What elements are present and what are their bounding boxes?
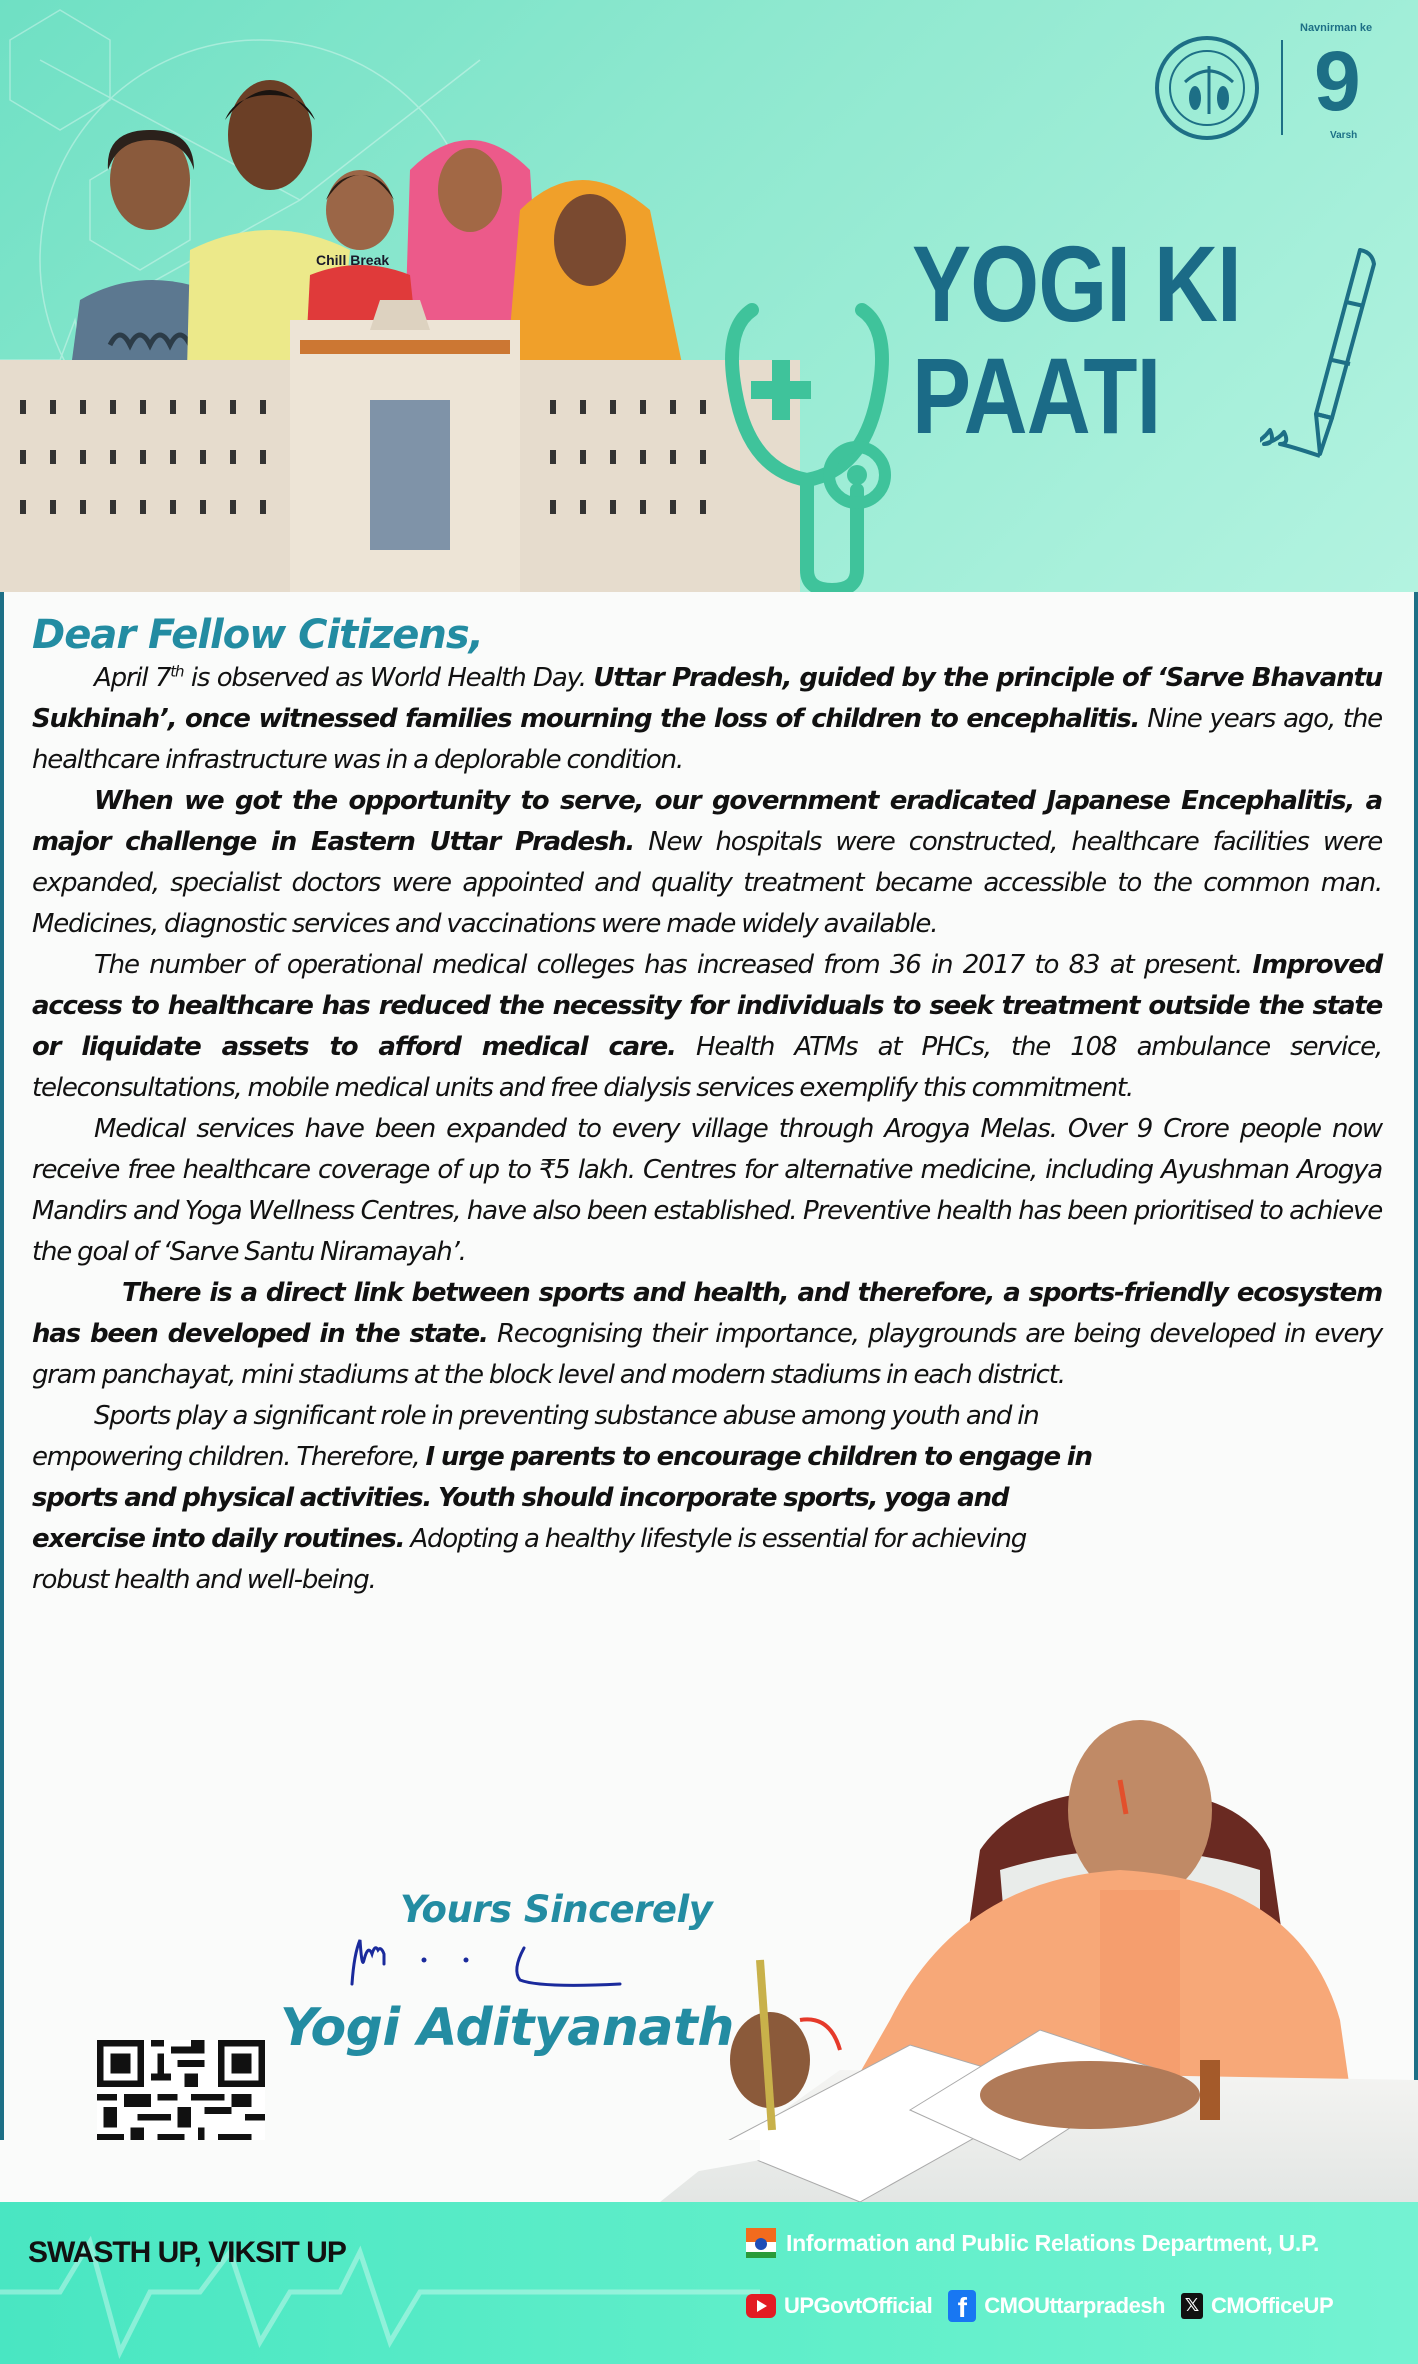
text-segment: Recognising their importance, playgrounds are being developed in every gram panchayat, mini stadiums at the block level and modern stadiums in each district. bbox=[32, 1319, 1383, 1390]
salutation: Dear Fellow Citizens, bbox=[32, 612, 483, 658]
title-line-2: PAATI bbox=[912, 335, 1161, 456]
paragraph-2 bbox=[32, 781, 1382, 945]
text-segment: Adopting a healthy lifestyle is essential for achieving robust health and well-being. bbox=[32, 1524, 1027, 1595]
social-youtube[interactable] bbox=[746, 2293, 932, 2319]
paragraph-5 bbox=[32, 1273, 1382, 1396]
bold-text-segment: Improved access to healthcare has reduced the necessity for individuals to seek treatment outside the state or liquidate assets to afford medical care. bbox=[32, 950, 1382, 1062]
paragraph-6 bbox=[32, 1396, 1092, 1601]
youtube-icon bbox=[746, 2294, 776, 2318]
chief-minister-writing-photo bbox=[660, 1720, 1418, 2202]
bold-text-segment: There is a direct link between sports and health, and therefore, a sports-friendly ecosystem has been developed in the state. bbox=[32, 1278, 1382, 1349]
logo-divider bbox=[1281, 40, 1283, 135]
bow-arrow-fish-emblem-icon bbox=[1171, 52, 1247, 128]
text-segment: is observed as World Health Day. bbox=[183, 663, 594, 693]
letter-body bbox=[32, 612, 1382, 1601]
logo-bottom-text: Varsh bbox=[1330, 130, 1358, 141]
poster-title bbox=[912, 223, 1241, 456]
text-segment: The number of operational medical colleges has increased from 36 in 2017 to 83 at present. bbox=[94, 950, 1253, 980]
closing-phrase: Yours Sincerely bbox=[400, 1888, 713, 1931]
stethoscope-icon bbox=[712, 280, 912, 592]
facebook-icon: f bbox=[948, 2290, 976, 2322]
signatory-name: Yogi Adityanath bbox=[280, 1998, 734, 2058]
text-segment: New hospitals were constructed, healthcare facilities were expanded, specialist doctors were appointed and quality treatment became accessible to the common man. Medicines, diagnostic services and vaccinations were made widely available. bbox=[32, 827, 1382, 939]
x-icon: 𝕏 bbox=[1181, 2293, 1203, 2319]
shirt-print-text: Chill Break bbox=[316, 252, 390, 268]
social-facebook[interactable] bbox=[948, 2290, 1165, 2322]
x-handle: CMOfficeUP bbox=[1211, 2293, 1334, 2318]
text-segment: Health ATMs at PHCs, the 108 ambulance service, teleconsultations, mobile medical units and free dialysis services exemplify this commitment. bbox=[32, 1032, 1382, 1103]
tagline: SWASTH UP, VIKSIT UP bbox=[28, 2236, 346, 2269]
bold-text-segment: I urge parents to encourage children to engage in sports and physical activities. Youth should incorporate sports, yoga and exercise into daily routines. bbox=[32, 1442, 1092, 1554]
superscript: th bbox=[170, 662, 184, 681]
header-banner bbox=[0, 0, 1418, 592]
bold-text-segment: Uttar Pradesh, guided by the principle of ‘Sarve Bhavantu Sukhinah’, once witnessed families mourning the loss of children to encephalitis. bbox=[32, 663, 1382, 734]
social-x[interactable] bbox=[1181, 2293, 1333, 2319]
paragraph-1 bbox=[32, 658, 1382, 781]
logo-number: 9 bbox=[1314, 34, 1361, 128]
text-segment: Sports play a significant role in preventing substance abuse among youth and in empowering children. Therefore, bbox=[32, 1401, 1039, 1472]
text-segment: April 7 bbox=[94, 663, 171, 693]
paragraph-4 bbox=[32, 1109, 1382, 1273]
department-name: Information and Public Relations Department, U.P. bbox=[786, 2229, 1320, 2256]
fountain-pen-icon bbox=[1260, 240, 1390, 470]
department-credit bbox=[746, 2228, 1319, 2258]
bold-text-segment: When we got the opportunity to serve, our government eradicated Japanese Encephalitis, a major challenge in Eastern Uttar Pradesh. bbox=[32, 786, 1382, 857]
logo-top-text: Navnirman ke bbox=[1300, 22, 1373, 34]
handwritten-signature bbox=[348, 1934, 628, 1996]
up-government-seal-logo bbox=[1155, 36, 1259, 140]
text-segment: Nine years ago, the healthcare infrastructure was in a deplorable condition. bbox=[32, 704, 1382, 775]
navnirman-9-varsh-logo bbox=[1300, 22, 1410, 152]
facebook-handle: CMOUttarpradesh bbox=[984, 2293, 1165, 2318]
title-line-1: YOGI KI bbox=[912, 223, 1241, 344]
medical-college-building-photo bbox=[0, 300, 800, 592]
text-segment: Medical services have been expanded to every village through Arogya Melas. Over 9 Crore people now receive free healthcare coverage of up to ₹5 lakh. Centres for alternative medicine, including Ayushman Arogya Mandirs and Yoga Wellness Centres, have also been established. Preventive health has been prioritised to achieve the goal of ‘Sarve Santu Niramayah’. bbox=[32, 1114, 1382, 1267]
youtube-handle: UPGovtOfficial bbox=[784, 2293, 933, 2318]
social-handles bbox=[746, 2290, 1333, 2322]
paragraph-3 bbox=[32, 945, 1382, 1109]
